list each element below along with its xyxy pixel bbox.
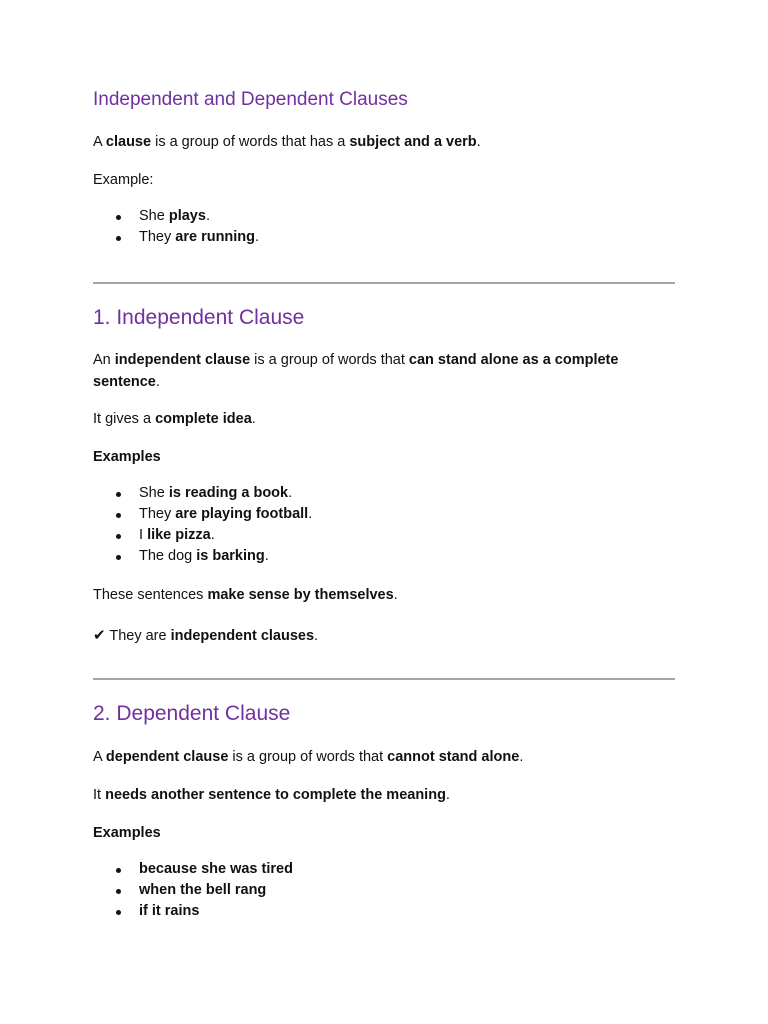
text: It gives a	[93, 411, 156, 427]
text: These sentences	[93, 587, 208, 603]
list-item	[93, 504, 312, 525]
independent-clauses-emphasis: independent clauses	[170, 628, 315, 644]
text: It	[93, 787, 106, 803]
example-verb: are running	[175, 229, 256, 245]
text: .	[288, 485, 293, 501]
example-clause: when the bell rang	[139, 882, 267, 898]
text: The dog	[139, 548, 197, 564]
checkmark-icon: ✔	[93, 626, 106, 644]
text: .	[476, 134, 481, 150]
definition-emphasis: can stand alone as a complete sentence	[93, 352, 619, 390]
text: A	[93, 749, 106, 765]
example-predicate: are playing football	[175, 506, 309, 522]
text: She	[139, 485, 169, 501]
clause-definition	[93, 131, 675, 153]
example-label: Example:	[93, 172, 154, 188]
section-divider	[93, 678, 675, 680]
text: is a group of words that	[228, 749, 388, 765]
text: .	[255, 229, 260, 245]
text: .	[210, 527, 215, 543]
section-heading-independent: 1. Independent Clause	[93, 306, 305, 329]
needs-emphasis: needs another sentence to complete the meaning	[105, 787, 446, 803]
example-predicate: is reading a book	[168, 485, 289, 501]
example-predicate: is barking	[196, 548, 265, 564]
example-clause: if it rains	[139, 903, 200, 919]
text: .	[308, 506, 313, 522]
text: .	[314, 628, 319, 644]
bullet-icon	[116, 889, 121, 894]
text: .	[393, 587, 398, 603]
list-item	[93, 483, 312, 504]
text: .	[445, 787, 450, 803]
text: .	[519, 749, 524, 765]
list-item	[93, 227, 259, 248]
bullet-icon	[116, 868, 121, 873]
text: They are	[105, 628, 171, 644]
check-statement	[93, 624, 675, 647]
term-subject-verb: subject and a verb	[349, 134, 477, 150]
term-clause: clause	[105, 134, 152, 150]
term-dependent-clause: dependent clause	[105, 749, 229, 765]
complete-idea-emphasis: complete idea	[155, 411, 252, 427]
text: .	[205, 208, 210, 224]
term-independent-clause: independent clause	[114, 352, 251, 368]
text: I	[139, 527, 148, 543]
bullet-icon	[116, 236, 121, 241]
definition-emphasis: cannot stand alone	[387, 749, 520, 765]
text: They	[139, 229, 176, 245]
examples-label: Examples	[93, 449, 161, 465]
list-item	[93, 859, 293, 880]
bullet-icon	[116, 513, 121, 518]
list-item	[93, 901, 293, 922]
bullet-icon	[116, 910, 121, 915]
bullet-icon	[116, 555, 121, 560]
sense-statement	[93, 584, 675, 606]
text: An	[93, 352, 115, 368]
sense-emphasis: make sense by themselves	[207, 587, 394, 603]
examples-label: Examples	[93, 825, 161, 841]
text: is a group of words that	[250, 352, 409, 368]
list-item	[93, 546, 312, 567]
example-predicate: like pizza	[147, 527, 211, 543]
text: is a group of words that has a	[151, 134, 350, 150]
list-item	[93, 880, 293, 901]
section-divider	[93, 282, 675, 284]
text: .	[155, 374, 160, 390]
text: She	[139, 208, 169, 224]
section-heading-dependent: 2. Dependent Clause	[93, 702, 291, 725]
independent-definition	[93, 349, 675, 393]
text: A	[93, 134, 106, 150]
intro-examples-list	[93, 206, 259, 248]
bullet-icon	[116, 215, 121, 220]
list-item	[93, 525, 312, 546]
independent-idea	[93, 408, 675, 430]
example-verb: plays	[168, 208, 206, 224]
dependent-definition	[93, 746, 675, 768]
independent-examples-list	[93, 483, 312, 567]
dependent-examples-list	[93, 859, 293, 922]
dependent-needs	[93, 784, 675, 806]
list-item	[93, 206, 259, 227]
text: .	[251, 411, 256, 427]
bullet-icon	[116, 534, 121, 539]
bullet-icon	[116, 492, 121, 497]
text: They	[139, 506, 176, 522]
example-clause: because she was tired	[139, 861, 293, 877]
text: .	[264, 548, 269, 564]
document-title: Independent and Dependent Clauses	[93, 89, 408, 110]
